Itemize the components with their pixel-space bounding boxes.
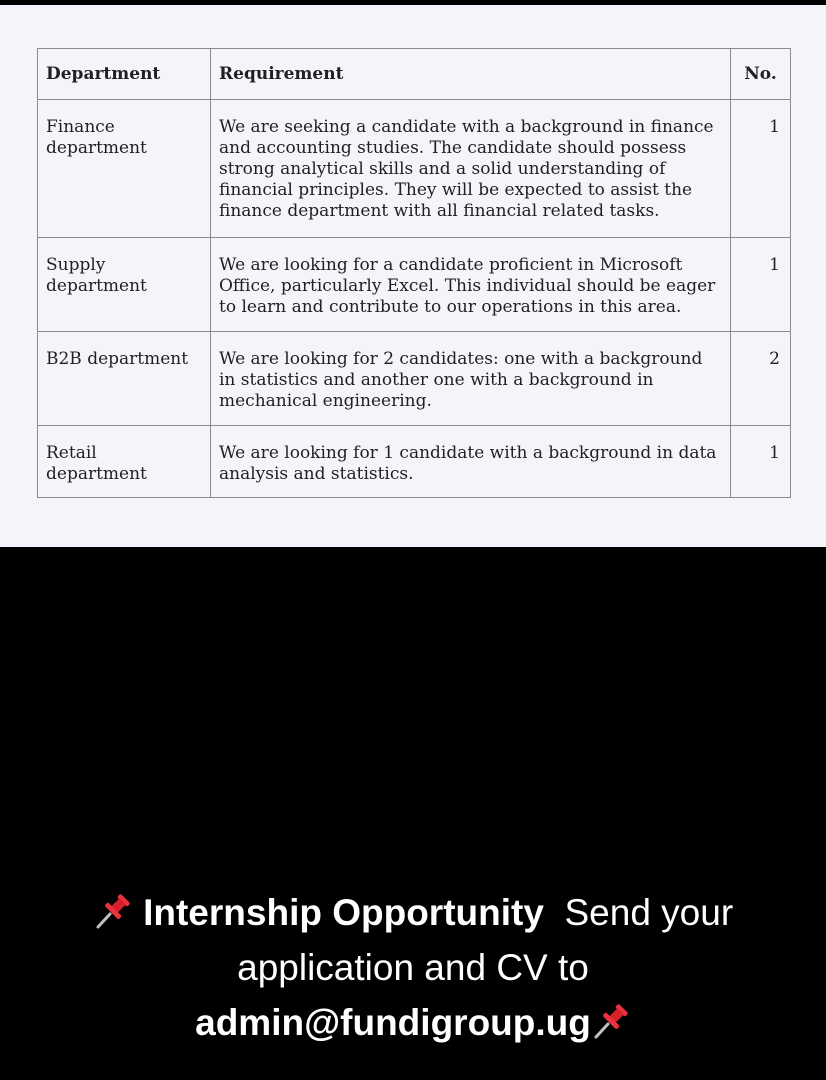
department-cell: B2B department — [38, 332, 211, 426]
document-panel — [0, 5, 826, 547]
requirement-cell: We are seeking a candidate with a background in finance and accounting studies. The candidate should possess strong analytical skills and a solid understanding of financial principles. They will be expected to assist the finance department with all financial related tasks. — [211, 100, 731, 238]
caption-body-line-1: Send your — [564, 892, 734, 933]
count-cell: 1 — [731, 100, 791, 238]
header-count: No. — [731, 49, 791, 100]
caption-line-1 — [0, 885, 826, 940]
caption-text — [0, 885, 826, 1050]
requirement-cell: We are looking for a candidate proficient in Microsoft Office, particularly Excel. This individual should be eager to learn and contribute to our operations in this area. — [211, 238, 731, 332]
pushpin-icon — [591, 1001, 631, 1041]
table-row — [38, 238, 791, 332]
caption-body-line-2: application and CV to — [237, 947, 589, 988]
pushpin-icon — [93, 891, 133, 931]
requirement-cell: We are looking for 2 candidates: one with a background in statistics and another one with a background in mechanical engineering. — [211, 332, 731, 426]
department-cell: Supply department — [38, 238, 211, 332]
header-requirement: Requirement — [211, 49, 731, 100]
email-link[interactable]: admin@fundigroup.ug — [195, 1002, 591, 1043]
table-row — [38, 332, 791, 426]
table-header-row — [38, 49, 791, 100]
table-row — [38, 426, 791, 498]
table-row — [38, 100, 791, 238]
count-cell: 1 — [731, 238, 791, 332]
caption-headline: Internship Opportunity — [143, 892, 544, 933]
count-cell: 1 — [731, 426, 791, 498]
caption-line-3 — [0, 995, 826, 1050]
requirements-table — [37, 48, 791, 498]
count-cell: 2 — [731, 332, 791, 426]
requirement-cell: We are looking for 1 candidate with a background in data analysis and statistics. — [211, 426, 731, 498]
header-department: Department — [38, 49, 211, 100]
department-cell: Finance department — [38, 100, 211, 238]
department-cell: Retail department — [38, 426, 211, 498]
